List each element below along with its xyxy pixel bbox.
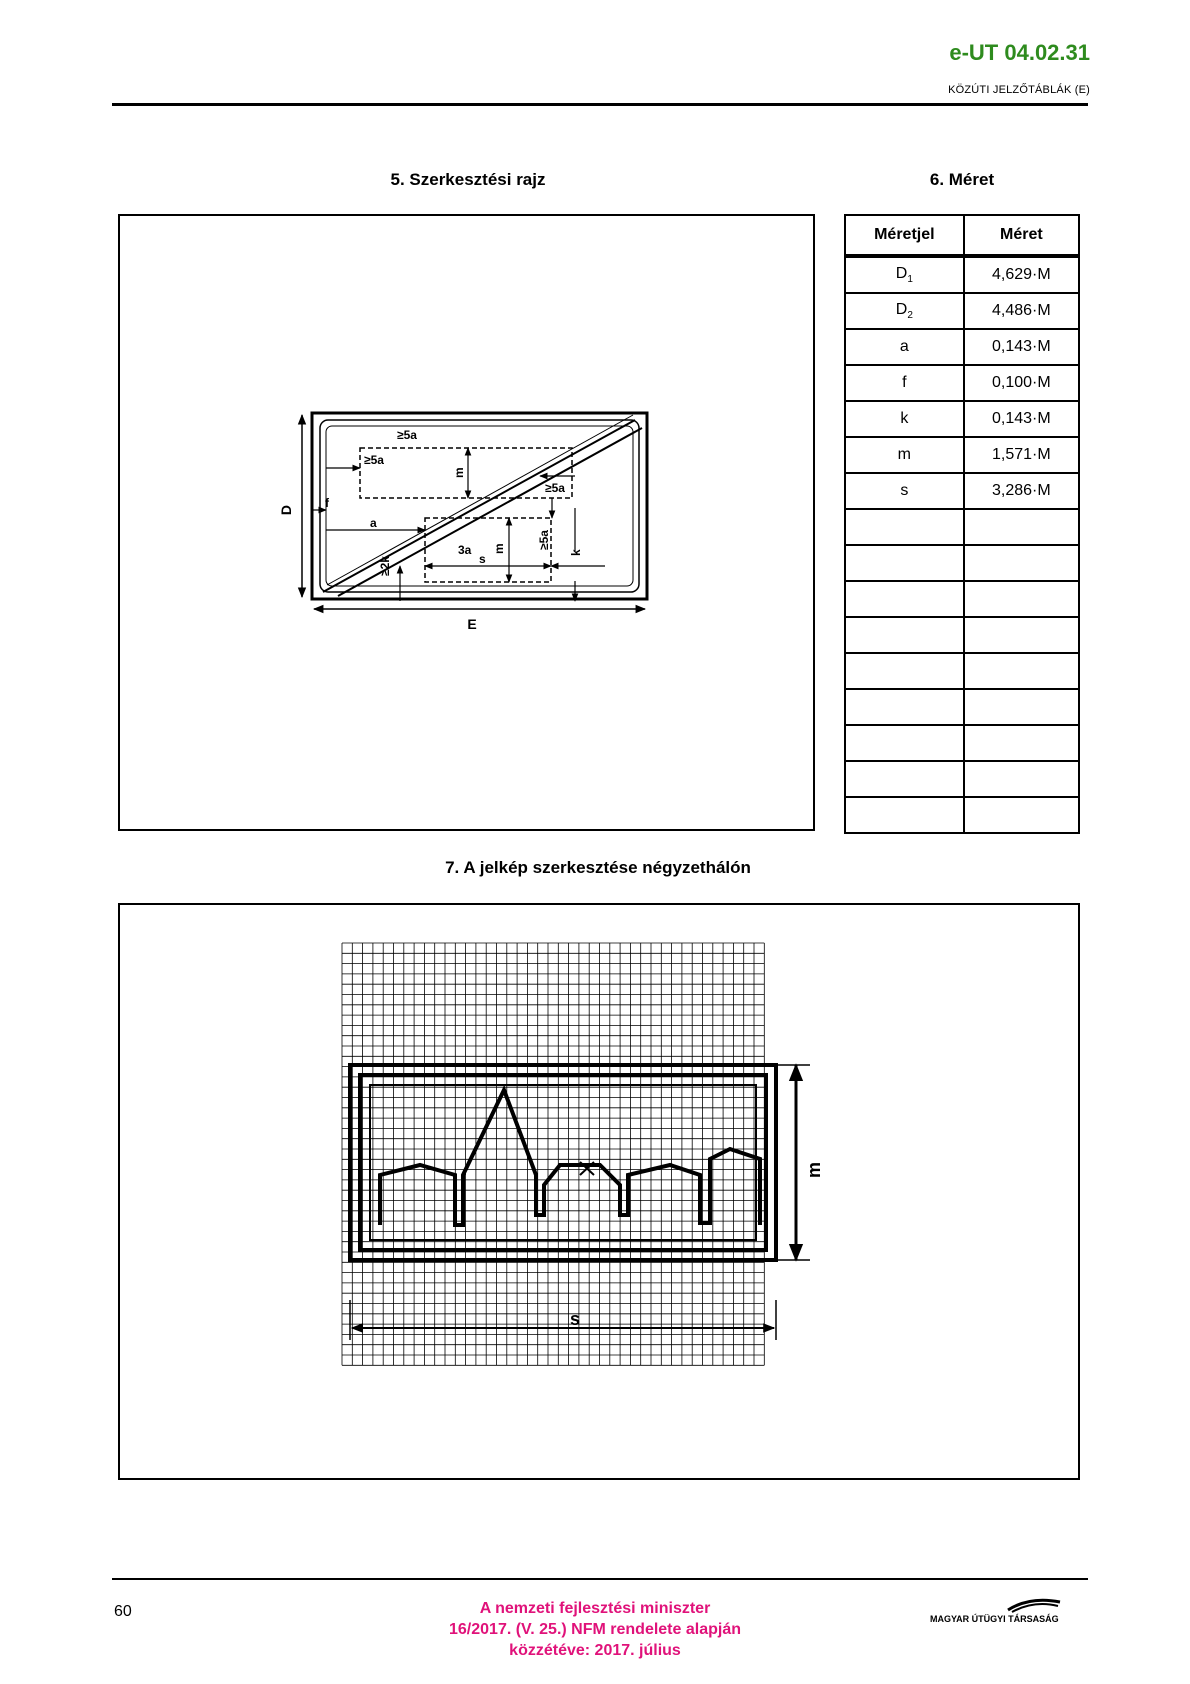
empty-cell	[964, 545, 1079, 581]
table-row-empty	[845, 725, 1079, 761]
section-5-title: 5. Szerkesztési rajz	[390, 170, 546, 189]
empty-cell	[845, 581, 964, 617]
label-m2: m	[492, 543, 506, 554]
table-row-empty	[845, 617, 1079, 653]
empty-cell	[964, 509, 1079, 545]
empty-cell	[845, 653, 964, 689]
symbol-cell: a	[845, 329, 964, 365]
empty-cell	[845, 689, 964, 725]
empty-cell	[964, 761, 1079, 797]
publisher-logo	[930, 1596, 1090, 1630]
table-row	[845, 365, 1079, 401]
construction-drawing	[120, 216, 813, 829]
empty-cell	[964, 581, 1079, 617]
svg-text:MAGYAR ÚTÜGYI TÁRSASÁG: MAGYAR ÚTÜGYI TÁRSASÁG	[930, 1614, 1059, 1624]
value-cell: 3,286·M	[964, 473, 1079, 509]
label-m: m	[452, 467, 466, 478]
value-cell: 4,629·M	[964, 256, 1079, 293]
empty-cell	[964, 725, 1079, 761]
label-a: a	[370, 516, 377, 530]
table-row	[845, 329, 1079, 365]
value-cell: 1,571·M	[964, 437, 1079, 473]
footer-line-1: A nemzeti fejlesztési miniszter	[479, 1600, 711, 1617]
label-s: s	[479, 552, 486, 566]
empty-cell	[845, 761, 964, 797]
label-s: s	[569, 1309, 581, 1329]
table-row	[845, 293, 1079, 329]
table-row	[845, 473, 1079, 509]
label-m: m	[804, 1161, 824, 1179]
table-row-empty	[845, 797, 1079, 833]
size-table	[844, 214, 1080, 834]
square-grid	[342, 943, 764, 1365]
symbol-cell: $D_2$	[845, 293, 964, 329]
table-row	[845, 437, 1079, 473]
empty-cell	[964, 689, 1079, 725]
grid-construction-frame	[118, 903, 1080, 1480]
table-row-empty	[845, 509, 1079, 545]
symbol-cell: m	[845, 437, 964, 473]
label-D: D	[278, 504, 294, 516]
value-cell: 0,100·M	[964, 365, 1079, 401]
construction-drawing-frame	[118, 214, 815, 831]
column-header-symbol: Méretjel	[845, 215, 964, 256]
footer-line-3: közzétéve: 2017. július	[509, 1642, 681, 1659]
label-ge5a-left: ≥5a	[364, 453, 384, 467]
empty-cell	[845, 509, 964, 545]
empty-cell	[845, 545, 964, 581]
label-ge5a-right: ≥5a	[545, 481, 565, 495]
document-code: e-UT 04.02.31	[949, 40, 1090, 65]
footer-rule	[112, 1578, 1088, 1580]
label-k: k	[569, 549, 583, 556]
footer-line-2: 16/2017. (V. 25.) NFM rendelete alapján	[449, 1621, 741, 1638]
label-f: f	[325, 496, 329, 510]
header-rule	[112, 103, 1088, 106]
section-6-title: 6. Méret	[929, 170, 995, 189]
symbol-cell: f	[845, 365, 964, 401]
empty-cell	[964, 797, 1079, 833]
symbol-cell: $D_1$	[845, 256, 964, 293]
skyline-symbol	[380, 1090, 760, 1225]
table-row-empty	[845, 545, 1079, 581]
table-row-empty	[845, 653, 1079, 689]
symbol-cell: k	[845, 401, 964, 437]
empty-cell	[845, 725, 964, 761]
label-3a: 3a	[458, 543, 472, 557]
label-ge5a-vert: ≥5a	[537, 530, 551, 550]
value-cell: 4,486·M	[964, 293, 1079, 329]
table-row-empty	[845, 581, 1079, 617]
empty-cell	[845, 797, 964, 833]
size-table-header	[845, 215, 1079, 256]
label-ge2k: ≥2k	[378, 556, 392, 576]
label-ge5a-top: ≥5a	[397, 428, 417, 442]
table-row-empty	[845, 689, 1079, 725]
column-header-size: Méret	[964, 215, 1079, 256]
document-subtitle: KÖZÚTI JELZŐTÁBLÁK (E)	[948, 84, 1090, 96]
value-cell: 0,143·M	[964, 329, 1079, 365]
footer-legal-text	[380, 1598, 810, 1661]
label-E: E	[467, 616, 477, 632]
empty-cell	[964, 617, 1079, 653]
page-number: 60	[114, 1603, 132, 1620]
table-row	[845, 256, 1079, 293]
section-7-title: 7. A jelkép szerkesztése négyzethálón	[445, 858, 751, 877]
symbol-cell: s	[845, 473, 964, 509]
empty-cell	[964, 653, 1079, 689]
value-cell: 0,143·M	[964, 401, 1079, 437]
table-row-empty	[845, 761, 1079, 797]
grid-construction	[120, 905, 1078, 1478]
empty-cell	[845, 617, 964, 653]
table-row	[845, 401, 1079, 437]
